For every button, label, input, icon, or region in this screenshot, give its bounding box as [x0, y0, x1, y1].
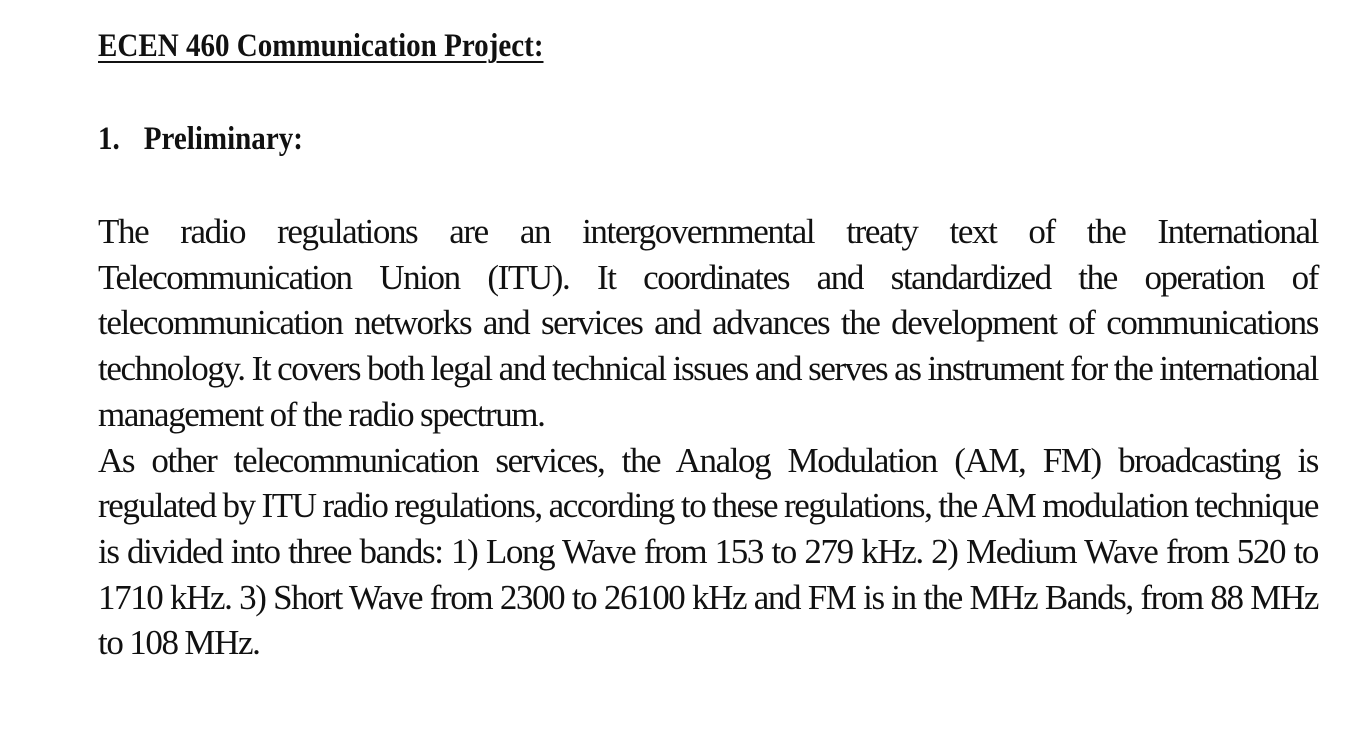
body-text	[98, 209, 1318, 666]
section-title: Preliminary:	[143, 121, 303, 157]
document-title: ECEN 460 Communication Project:	[98, 28, 544, 64]
paragraph-radio-regulations: The radio regulations are an intergovernmental treaty text of the International Telecommunication Union (ITU). It coordinates and standardized the operation of telecommunication networks and services and advances the development of communications technology. It covers both legal and technical issues and serves as instrument for the international management of the radio spectrum.	[98, 212, 1318, 434]
section-heading	[98, 120, 303, 160]
section-number: 1.	[98, 121, 120, 157]
paragraph-am-fm-bands: As other telecommunication services, the Analog Modulation (AM, FM) broadcasting is regulated by ITU radio regulations, according to these regulations, the AM modulation technique is divided into three bands: 1) Long Wave from 153 to 279 kHz. 2) Medium Wave from 520 to 1710 kHz. 3) Short Wave from 2300 to 26100 kHz and FM is in the MHz Bands, from 88 MHz to 108 MHz.	[98, 440, 1318, 663]
